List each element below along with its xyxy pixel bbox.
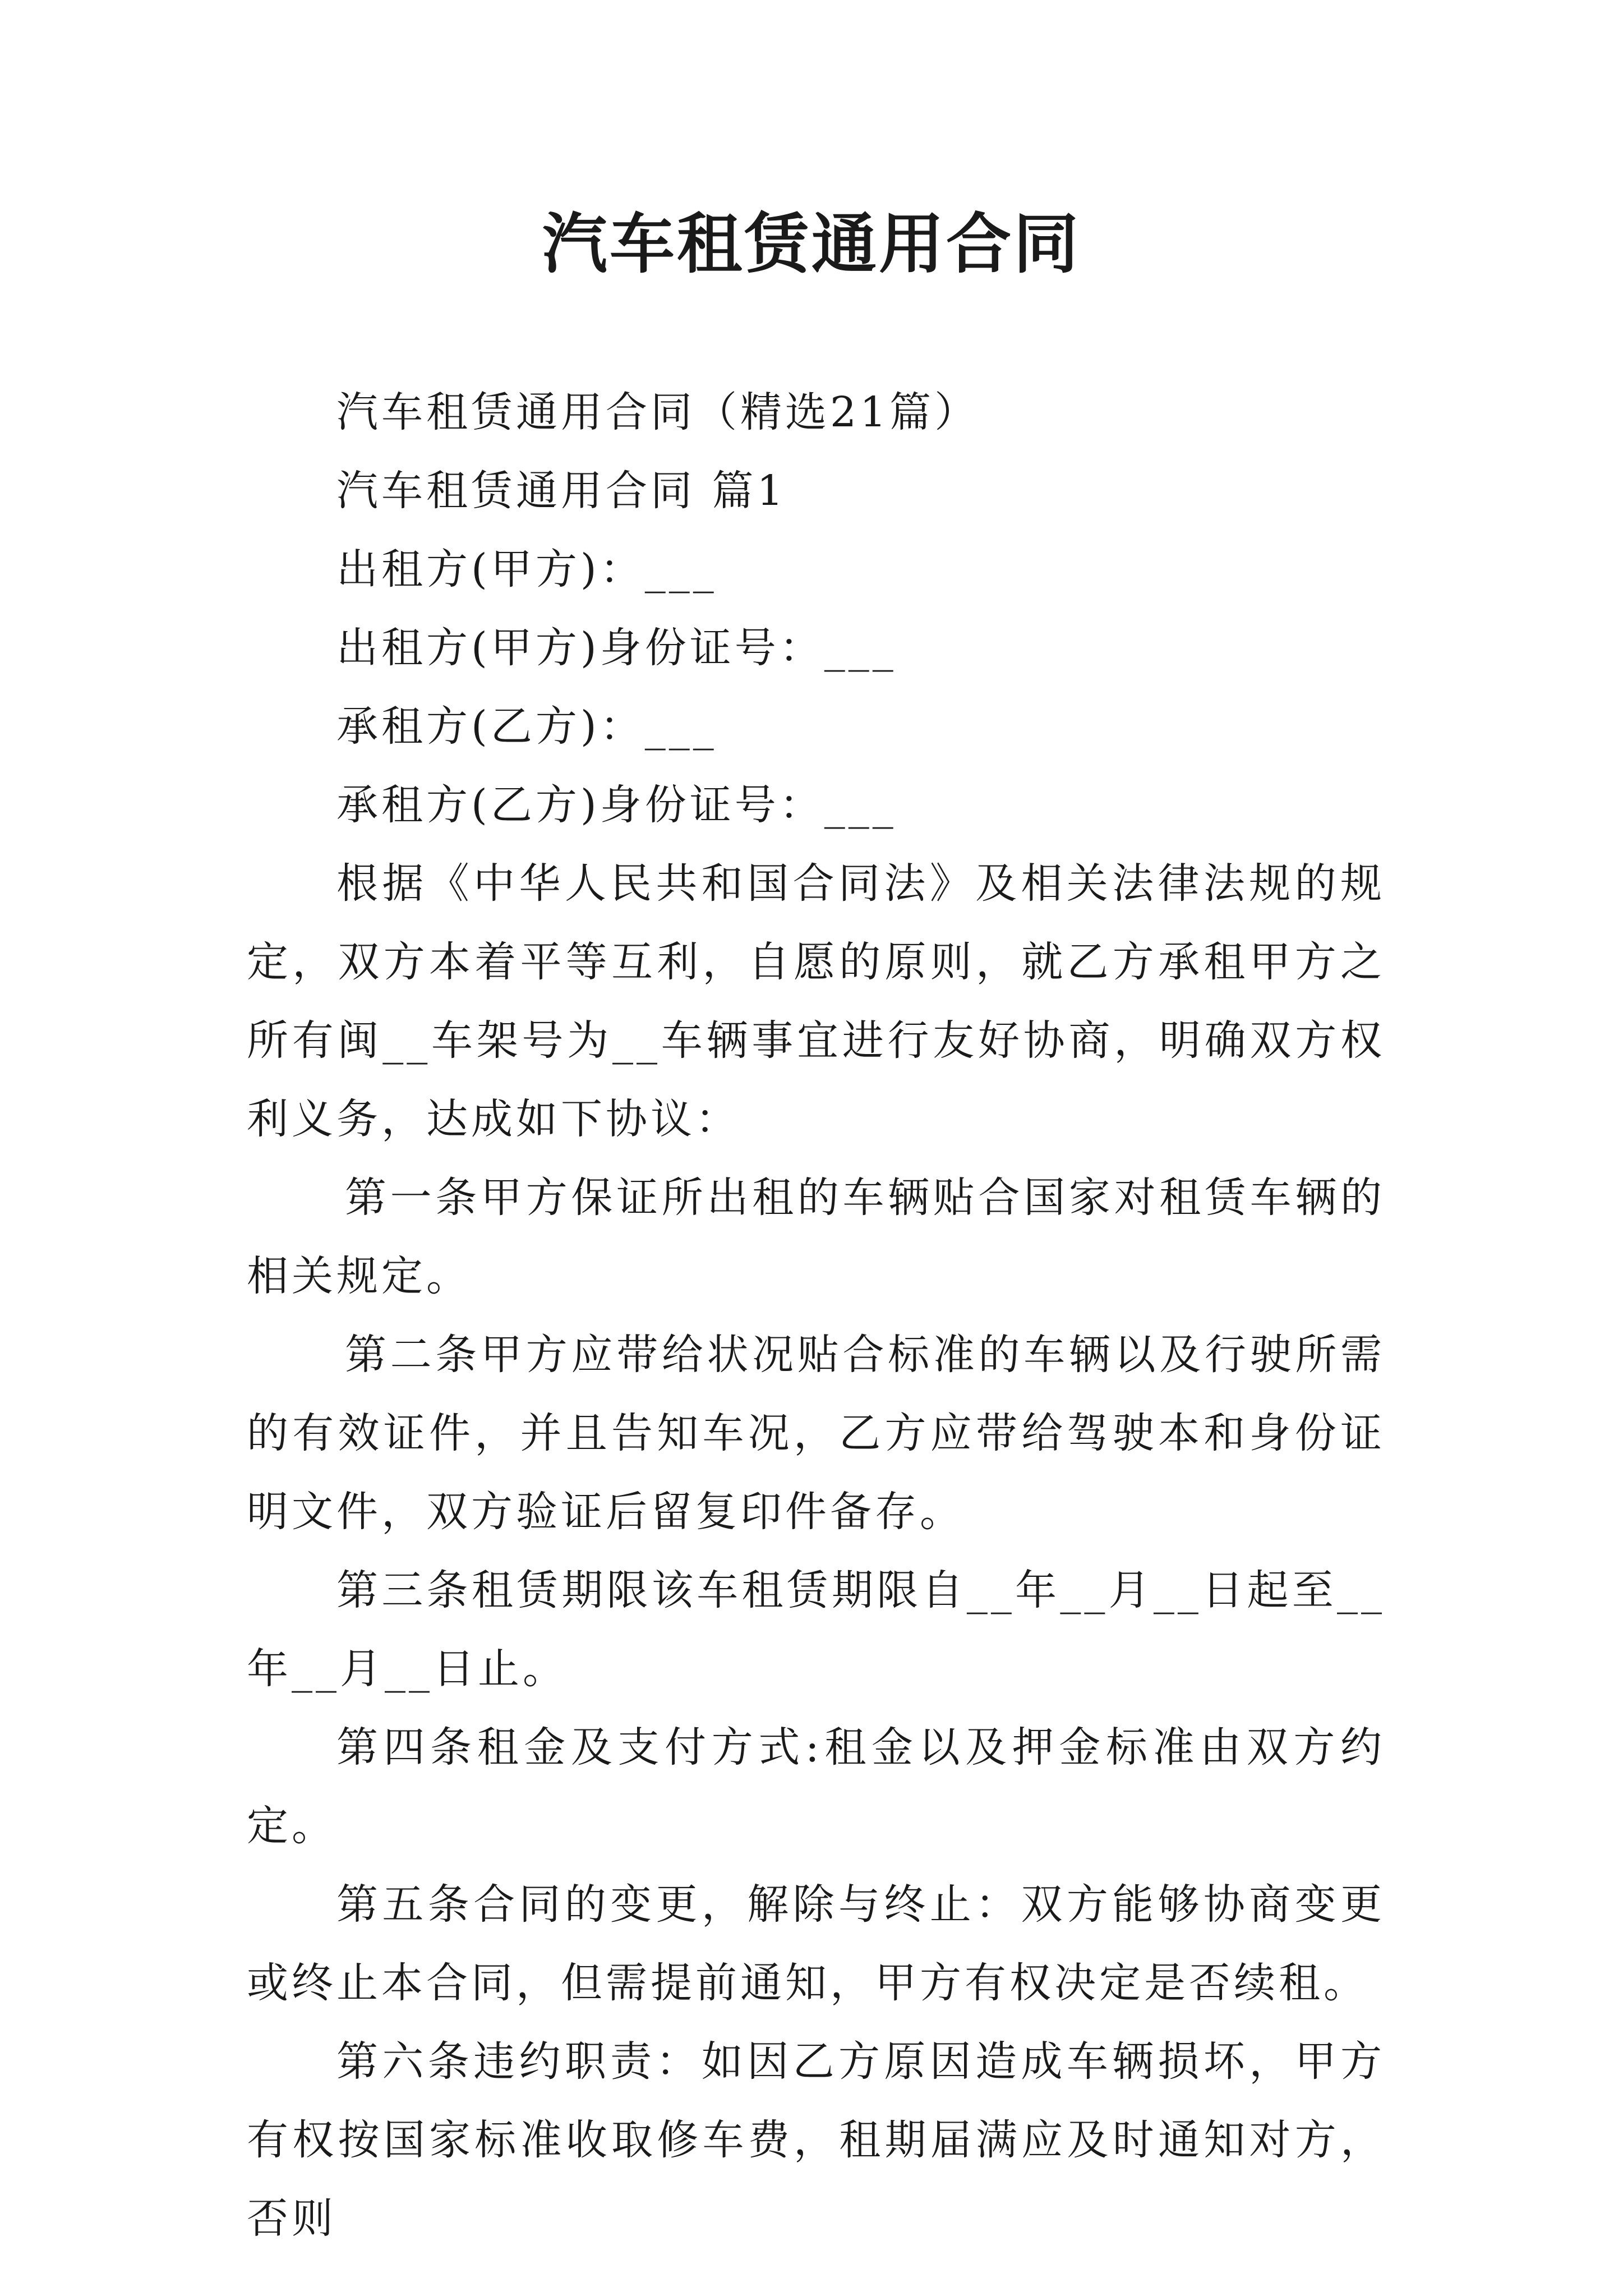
paragraph-article-5: 第五条合同的变更，解除与终止：双方能够协商变更或终止本合同，但需提前通知，甲方有权决定是否续租。 <box>247 1880 1385 2007</box>
document-title: 汽车租赁通用合同 <box>542 206 1081 282</box>
paragraph-section-heading: 汽车租赁通用合同 篇1 <box>336 467 787 515</box>
paragraph-article-4: 第四条租金及支付方式:租金以及押金标准由双方约定。 <box>247 1723 1385 1850</box>
paragraph-article-2: 第二条甲方应带给状况贴合标准的车辆以及行驶所需的有效证件，并且告知车况，乙方应带给驾驶本和身份证明文件，双方验证后留复印件备存。 <box>247 1331 1385 1536</box>
paragraph-article-1: 第一条甲方保证所出租的车辆贴合国家对租赁车辆的相关规定。 <box>247 1174 1385 1300</box>
paragraph-subtitle: 汽车租赁通用合同（精选21篇） <box>336 388 980 436</box>
paragraph-lessee-id: 承租方(乙方)身份证号：___ <box>336 781 897 829</box>
document-body <box>247 373 1385 2258</box>
paragraph-article-6: 第六条违约职责：如因乙方原因造成车辆损坏，甲方有权按国家标准收取修车费，租期届满应及时通知对方，否则 <box>247 2037 1385 2243</box>
paragraph-article-3: 第三条租赁期限该车租赁期限自__年__月__日起至__年__月__日止。 <box>247 1566 1385 1693</box>
paragraph-lessee: 承租方(乙方)：___ <box>336 702 717 751</box>
paragraph-lessor: 出租方(甲方)：___ <box>336 545 717 593</box>
paragraph-lessor-id: 出租方(甲方)身份证号：___ <box>336 624 897 672</box>
paragraph-preamble: 根据《中华人民共和国合同法》及相关法律法规的规定，双方本着平等互利，自愿的原则，就乙方承租甲方之所有闽__车架号为__车辆事宜进行友好协商，明确双方权利义务，达成如下协议： <box>247 859 1385 1143</box>
